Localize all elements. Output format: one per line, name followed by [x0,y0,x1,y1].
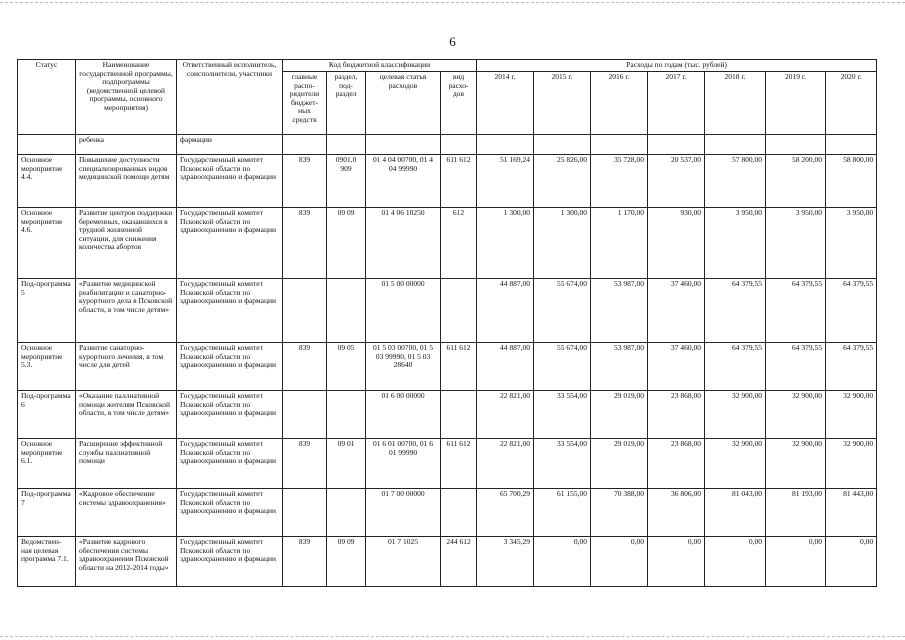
cell-2017: 20 537,00 [648,155,705,208]
cell-target: 01 7 00 00000 [366,489,441,537]
table-row [18,155,877,208]
cell-name: «Развитие кадрового обеспечения системы здравоохранения Псковской области на 2012-2014 годы» [76,537,177,587]
cell-name: Развитие центров поддержки беременных, оказавшихся в трудной жизненной ситуации, для снижения количества абортов [76,208,177,279]
cell-grbs [283,279,327,343]
cell-section [327,279,366,343]
cell-2018: 32 900,00 [705,391,766,439]
table-row [18,391,877,439]
cell-2017: 37 460,00 [648,343,705,391]
cell-2016: 29 019,00 [591,391,648,439]
cell-grbs [283,135,327,155]
table-row [18,489,877,537]
cell-executor: Государственный комитет Псковской области по здравоохранению и фармации [177,391,283,439]
header-year-2019: 2019 г. [766,72,826,135]
cell-expense-type: 612 [441,208,477,279]
cell-2019: 3 950,00 [766,208,826,279]
cell-target: 01 4 06 10250 [366,208,441,279]
cell-target: 01 6 00 00000 [366,391,441,439]
cell-2020: 64 379,55 [826,343,877,391]
cell-section: 0901,0 909 [327,155,366,208]
cell-executor: фармации [177,135,283,155]
header-status: Статус [18,60,76,135]
cell-2016: 53 987,00 [591,279,648,343]
cell-section [327,135,366,155]
cell-name: «Оказание паллиативной помощи жителям Псковской области, в том числе детям» [76,391,177,439]
header-section: раздел, под-раздел [327,72,366,135]
header-year-2018: 2018 г. [705,72,766,135]
cell-status: Ведомствен-ная целевая программа 7.1. [18,537,76,587]
cell-executor: Государственный комитет Псковской области по здравоохранению и фармации [177,155,283,208]
cell-2017: 36 806,00 [648,489,705,537]
header-year-2020: 2020 г. [826,72,877,135]
cell-executor: Государственный комитет Псковской области по здравоохранению и фармации [177,537,283,587]
cell-2017 [648,135,705,155]
cell-expense-type [441,135,477,155]
cell-name: Повышение доступности специализированных видов медицинской помощи детям [76,155,177,208]
cell-2017: 0,00 [648,537,705,587]
cell-2014: 44 887,00 [477,343,534,391]
cell-2017: 23 868,00 [648,439,705,489]
cell-2014: 22 821,00 [477,391,534,439]
cell-section: 09 09 [327,208,366,279]
cell-2014: 22 821,00 [477,439,534,489]
cell-name: ребенка [76,135,177,155]
continuation-row [18,135,877,155]
cell-expense-type [441,391,477,439]
cell-2019: 81 193,00 [766,489,826,537]
cell-2019: 64 379,55 [766,343,826,391]
cell-2020: 81 443,00 [826,489,877,537]
cell-expense-type: 611 612 [441,343,477,391]
cell-2018: 57 800,00 [705,155,766,208]
cell-section [327,489,366,537]
cell-2014: 65 700,29 [477,489,534,537]
cell-expense-type: 611 612 [441,155,477,208]
cell-2015: 61 155,00 [534,489,591,537]
cell-target: 01 5 03 00700, 01 5 03 99990, 01 5 03 28640 [366,343,441,391]
cell-status: Основное мероприятие 6.1. [18,439,76,489]
cell-2019: 0,00 [766,537,826,587]
cell-section [327,391,366,439]
cell-2015: 55 674,00 [534,343,591,391]
cell-executor: Государственный комитет Псковской области по здравоохранению и фармации [177,279,283,343]
budget-table [17,59,877,587]
cell-2018 [705,135,766,155]
cell-2015: 55 674,00 [534,279,591,343]
cell-status: Основное мероприятие 5.3. [18,343,76,391]
cell-target: 01 5 00 00000 [366,279,441,343]
cell-status: Основное мероприятие 4.6. [18,208,76,279]
cell-2015: 33 554,00 [534,439,591,489]
cell-2014: 51 169,24 [477,155,534,208]
cell-2018: 81 043,00 [705,489,766,537]
header-executor: Ответственный исполнитель, соисполнители, участники [177,60,283,135]
cell-section: 09 09 [327,537,366,587]
cell-2020: 32 900,00 [826,439,877,489]
cell-expense-type [441,279,477,343]
cell-section: 09 05 [327,343,366,391]
table-row [18,537,877,587]
table-row [18,343,877,391]
cell-2020: 0,00 [826,537,877,587]
cell-2020: 3 950,00 [826,208,877,279]
table-row [18,439,877,489]
cell-target: 01 7 1025 [366,537,441,587]
cell-expense-type: 611 612 [441,439,477,489]
cell-executor: Государственный комитет Псковской области по здравоохранению и фармации [177,439,283,489]
cell-grbs: 839 [283,155,327,208]
table-row [18,279,877,343]
cell-executor: Государственный комитет Псковской области по здравоохранению и фармации [177,208,283,279]
cell-2014 [477,135,534,155]
cell-grbs [283,391,327,439]
cell-expense-type: 244 612 [441,537,477,587]
cell-2016: 29 019,00 [591,439,648,489]
cell-2016: 0,00 [591,537,648,587]
cell-2020: 64 379,55 [826,279,877,343]
cell-2015 [534,135,591,155]
cell-2014: 1 300,00 [477,208,534,279]
bottom-scan-edge [0,636,905,637]
cell-2016: 1 170,00 [591,208,648,279]
cell-2017: 23 868,00 [648,391,705,439]
cell-name: Расширение эффективной службы паллиативной помощи [76,439,177,489]
header-expense-type: вид расхо-дов [441,72,477,135]
cell-2014: 44 887,00 [477,279,534,343]
cell-status: Под-программа 6 [18,391,76,439]
cell-executor: Государственный комитет Псковской области по здравоохранению и фармации [177,343,283,391]
cell-2016: 35 728,00 [591,155,648,208]
cell-executor: Государственный комитет Псковской области по здравоохранению и фармации [177,489,283,537]
cell-2018: 64 379,55 [705,279,766,343]
cell-name: «Кадровое обеспечение системы здравоохранения» [76,489,177,537]
cell-2016: 70 388,00 [591,489,648,537]
cell-target: 01 4 04 00700, 01 4 04 99990 [366,155,441,208]
cell-2019: 32 900,00 [766,391,826,439]
header-budget-code: Код бюджетной классификации [283,60,477,72]
cell-2019: 58 200,00 [766,155,826,208]
cell-status [18,135,76,155]
cell-2017: 37 460,00 [648,279,705,343]
cell-target [366,135,441,155]
header-expenses: Расходы по годам (тыс. рублей) [477,60,877,72]
cell-2018: 64 379,55 [705,343,766,391]
header-year-2014: 2014 г. [477,72,534,135]
cell-2018: 3 950,00 [705,208,766,279]
cell-status: Под-программа 5 [18,279,76,343]
header-target: целевая статья расходов [366,72,441,135]
page-number: 6 [449,34,456,49]
cell-status: Под-программа 7 [18,489,76,537]
header-year-2017: 2017 г. [648,72,705,135]
header-grbs: главные распо-рядители бюджет-ных средств [283,72,327,135]
cell-status: Основное мероприятие 4.4. [18,155,76,208]
cell-2019: 32 900,00 [766,439,826,489]
top-scan-edge [0,2,905,3]
cell-2015: 25 826,00 [534,155,591,208]
cell-2020: 32 900,00 [826,391,877,439]
table-row [18,208,877,279]
cell-2017: 930,00 [648,208,705,279]
cell-2016: 53 987,00 [591,343,648,391]
cell-2020: 58 800,00 [826,155,877,208]
header-name: Наименование государственной программы, подпрограммы (ведомственной целевой программы, основного мероприятия) [76,60,177,135]
cell-2015: 33 554,00 [534,391,591,439]
cell-grbs: 839 [283,343,327,391]
cell-2015: 1 300,00 [534,208,591,279]
header-year-2015: 2015 г. [534,72,591,135]
cell-target: 01 6 01 00700, 01 6 01 99990 [366,439,441,489]
cell-grbs: 839 [283,537,327,587]
cell-2015: 0,00 [534,537,591,587]
header-year-2016: 2016 г. [591,72,648,135]
cell-2016 [591,135,648,155]
cell-expense-type [441,489,477,537]
cell-name: «Развитие медицинской реабилитации и санаторно-курортного дела в Псковской области, в том числе детям» [76,279,177,343]
cell-grbs [283,489,327,537]
cell-2014: 3 345,29 [477,537,534,587]
cell-2019: 64 379,55 [766,279,826,343]
cell-2019 [766,135,826,155]
cell-section: 09 01 [327,439,366,489]
cell-name: Развитие санаторно-курортного лечения, в том числе для детей [76,343,177,391]
cell-2020 [826,135,877,155]
cell-grbs: 839 [283,439,327,489]
cell-2018: 32 900,00 [705,439,766,489]
cell-2018: 0,00 [705,537,766,587]
cell-grbs: 839 [283,208,327,279]
